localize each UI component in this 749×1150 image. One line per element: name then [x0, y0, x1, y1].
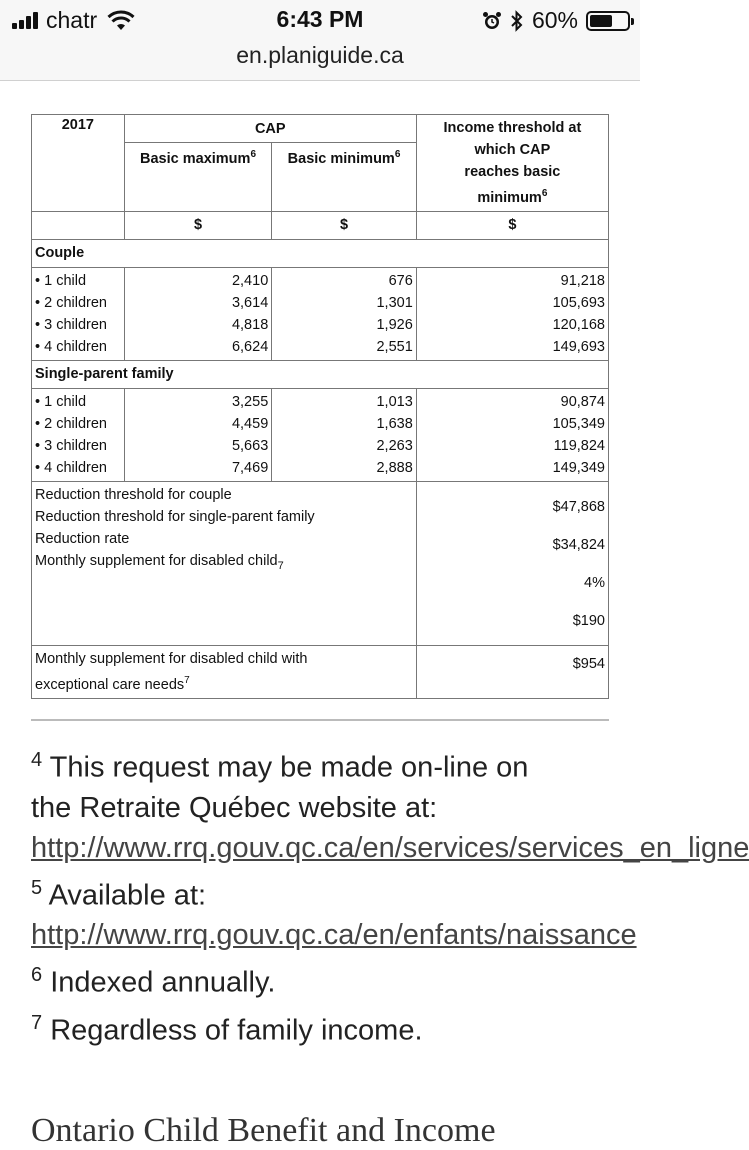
status-time: 6:43 PM: [276, 6, 364, 32]
threshold-header: Income threshold at which CAP reaches basic minimum$^6$: [416, 115, 608, 212]
section-single-parent: Single-parent family: [32, 360, 609, 388]
year-header: 2017: [32, 115, 125, 212]
unit-blank: [32, 211, 125, 239]
alarm-icon: [482, 11, 502, 31]
unit-min: $: [272, 211, 417, 239]
couple-max-values: 2,410 3,614 4,818 6,624: [124, 267, 272, 360]
basic-min-header: Basic minimum$^6$: [272, 143, 417, 212]
footnote-divider: [31, 719, 609, 721]
bluetooth-icon: [510, 10, 524, 32]
single-min-values: 1,013 1,638 2,263 2,888: [272, 388, 417, 481]
couple-min-values: 676 1,301 1,926 2,551: [272, 267, 417, 360]
battery-icon: [586, 11, 630, 31]
next-section-heading: Ontario Child Benefit and Income: [31, 1112, 496, 1149]
status-bar: [0, 0, 640, 81]
reduction-values: $47,868 $34,824 4% $190: [416, 481, 608, 645]
footnote-5: $^5$ Available at:: [31, 876, 207, 912]
exceptional-label: Monthly supplement for disabled child with exceptional care needs$^7$: [32, 645, 417, 698]
unit-max: $: [124, 211, 272, 239]
footnote-7: $^7$ Regardless of family income.: [31, 1011, 423, 1047]
basic-max-header: Basic maximum$^6$: [124, 143, 272, 212]
single-max-values: 3,255 4,459 5,663 7,469: [124, 388, 272, 481]
carrier-name: chatr: [46, 7, 98, 33]
address-bar-url[interactable]: en.planiguide.ca: [236, 42, 404, 68]
reduction-labels: Reduction threshold for couple Reduction threshold for single-parent family Reduction rate Monthly supplement for disabled child$_7$: [32, 481, 417, 645]
exceptional-value: $954: [416, 645, 608, 698]
footnote-4: $^4$ This request may be made on-line on: [31, 749, 529, 784]
section-couple: Couple: [32, 239, 609, 267]
status-right: [482, 7, 630, 34]
footnote-4-cont: the Retraite Québec website at:: [31, 791, 438, 824]
battery-percent: 60%: [531, 7, 578, 33]
couple-threshold-values: 91,218 105,693 120,168 149,693: [416, 267, 608, 360]
rrq-services-link[interactable]: http://www.rrq.gouv.qc.ca/en/services/services_en_ligne: [31, 831, 749, 864]
unit-threshold: $: [416, 211, 608, 239]
cap-header: CAP: [124, 115, 416, 143]
footnote-6: $^6$ Indexed annually.: [31, 964, 276, 999]
footnotes: [31, 740, 749, 1051]
battery-level-fill: [590, 15, 612, 27]
couple-labels: • 1 child • 2 children • 3 children • 4 children: [32, 267, 125, 360]
single-labels: • 1 child • 2 children • 3 children • 4 children: [32, 388, 125, 481]
single-threshold-values: 90,874 105,349 119,824 149,349: [416, 388, 608, 481]
rrq-naissance-link[interactable]: http://www.rrq.gouv.qc.ca/en/enfants/naissance: [31, 919, 637, 952]
cap-table: [31, 114, 609, 699]
